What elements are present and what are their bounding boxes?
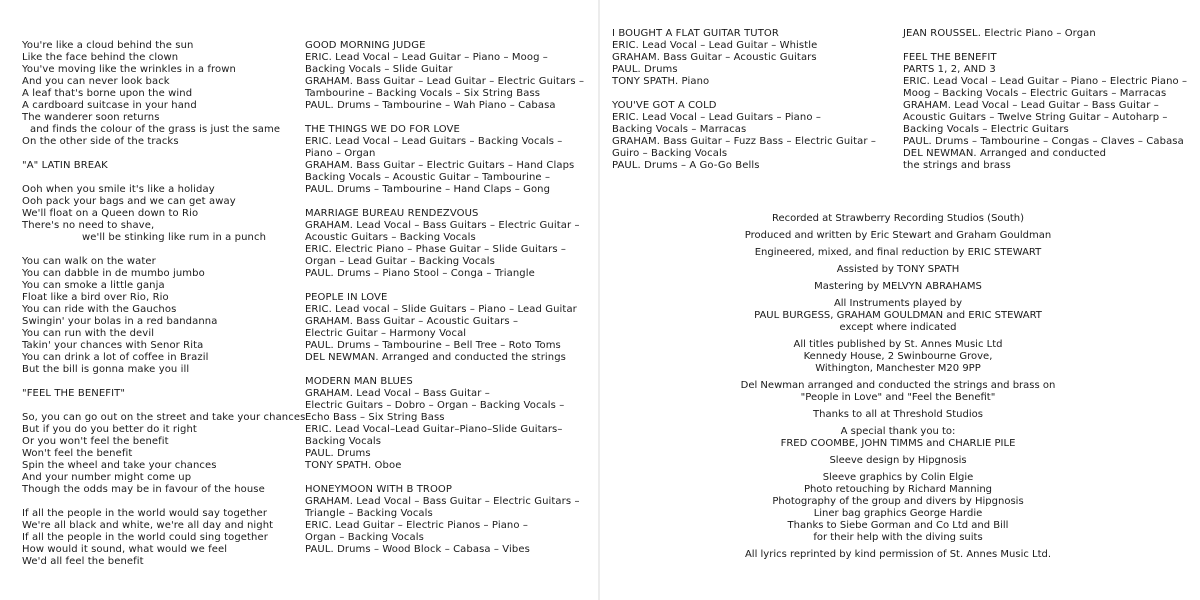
- credit-line: PAUL. Drums – Tambourine – Wah Piano – Cabasa: [305, 100, 556, 111]
- lyrics-column: [22, 40, 305, 568]
- credit-line: ERIC. Lead Guitar – Electric Pianos – Piano –: [305, 520, 528, 531]
- lyric-line: We'll float on a Queen down to Rio: [22, 208, 199, 219]
- credit-line: PAUL. Drums – Tambourine – Bell Tree – Roto Toms: [305, 340, 561, 351]
- credit-line: GRAHAM. Bass Guitar – Acoustic Guitars –: [305, 316, 519, 327]
- production-credit-block: [708, 213, 1088, 225]
- production-credit-block: [708, 472, 1088, 544]
- credit-line: PAUL. Drums – Piano Stool – Conga – Triangle: [305, 268, 535, 279]
- credit-line: Piano – Organ: [305, 148, 376, 159]
- credits-column-3: [903, 28, 1187, 172]
- production-credit-line: Produced and written by Eric Stewart and Graham Gouldman: [744, 230, 1052, 241]
- credit-line: Triangle – Backing Vocals: [305, 508, 433, 519]
- jean-roussel-credit: JEAN ROUSSEL. Electric Piano – Organ: [903, 28, 1096, 39]
- credit-line: PAUL. Drums – A Go-Go Bells: [612, 160, 760, 171]
- production-credit-line: Engineered, mixed, and final reduction by ERIC STEWART: [754, 247, 1042, 258]
- credit-line: ERIC. Lead Vocal – Lead Guitar – Piano – Electric Piano –: [903, 76, 1188, 87]
- production-credit-block: [708, 380, 1088, 404]
- production-credit-block: [708, 549, 1088, 561]
- lyric-line: The wanderer soon returns: [22, 112, 160, 123]
- production-credit-line: All lyrics reprinted by kind permission of St. Annes Music Ltd.: [744, 549, 1052, 560]
- lyric-line: And you can never look back: [22, 76, 170, 87]
- credit-line: ERIC. Lead Vocal–Lead Guitar–Piano–Slide Guitars–: [305, 424, 563, 435]
- lyric-line: Like the face behind the clown: [22, 52, 179, 63]
- production-credit-line: Photography of the group and divers by Hipgnosis: [772, 496, 1024, 507]
- production-credit-block: [708, 426, 1088, 450]
- credit-line: Moog – Backing Vocals – Electric Guitars – Marracas: [903, 88, 1167, 99]
- credit-line: Electric Guitar – Harmony Vocal: [305, 328, 467, 339]
- credit-line: ERIC. Lead Vocal – Lead Guitars – Piano –: [612, 112, 821, 123]
- production-credit-line: All Instruments played by: [833, 298, 963, 309]
- production-credit-line: Recorded at Strawberry Recording Studios (South): [771, 213, 1025, 224]
- production-credit-line: Photo retouching by Richard Manning: [803, 484, 993, 495]
- credit-line: DEL NEWMAN. Arranged and conducted: [903, 148, 1107, 159]
- lyric-line: Ooh when you smile it's like a holiday: [22, 184, 215, 195]
- production-credit-line: Del Newman arranged and conducted the strings and brass on: [740, 380, 1056, 391]
- credit-line: DEL NEWMAN. Arranged and conducted the strings: [305, 352, 566, 363]
- song-title: THE THINGS WE DO FOR LOVE: [305, 124, 460, 135]
- production-credit-line: Kennedy House, 2 Swinbourne Grove,: [803, 351, 993, 362]
- production-credit-line: except where indicated: [839, 322, 957, 333]
- lyric-line: Takin' your chances with Senor Rita: [22, 340, 204, 351]
- credit-line: Acoustic Guitars – Twelve String Guitar – Autoharp –: [903, 112, 1168, 123]
- lyric-line: Or you won't feel the benefit: [22, 436, 169, 447]
- credit-line: GRAHAM. Lead Vocal – Lead Guitar – Bass Guitar –: [903, 100, 1159, 111]
- lyric-line: and finds the colour of the grass is just the same: [30, 124, 281, 135]
- production-credit-line: Withington, Manchester M20 9PP: [815, 363, 981, 374]
- lyric-line: A cardboard suitcase in your hand: [22, 100, 197, 111]
- credit-line: Guiro – Backing Vocals: [612, 148, 728, 159]
- production-credit-line: Sleeve design by Hipgnosis: [829, 455, 967, 466]
- credit-line: GRAHAM. Bass Guitar – Electric Guitars – Hand Claps: [305, 160, 575, 171]
- lyric-line: On the other side of the tracks: [22, 136, 179, 147]
- lyric-line: You can run with the devil: [22, 328, 155, 339]
- center-fold: [598, 0, 600, 600]
- production-credit-line: Liner bag graphics George Hardie: [813, 508, 983, 519]
- credit-line: Acoustic Guitars – Backing Vocals: [305, 232, 476, 243]
- production-credit-line: "People in Love" and "Feel the Benefit": [800, 392, 996, 403]
- song-title: HONEYMOON WITH B TROOP: [305, 484, 453, 495]
- credit-line: Organ – Backing Vocals: [305, 532, 424, 543]
- lyric-line: Ooh pack your bags and we can get away: [22, 196, 236, 207]
- lyric-line: Spin the wheel and take your chances: [22, 460, 217, 471]
- lyric-line: If all the people in the world could sing together: [22, 532, 268, 543]
- lyric-line: You can dabble in de mumbo jumbo: [22, 268, 205, 279]
- song-title: MARRIAGE BUREAU RENDEZVOUS: [305, 208, 479, 219]
- credit-line: PAUL. Drums – Tambourine – Hand Claps – Gong: [305, 184, 551, 195]
- credit-line: Backing Vocals – Acoustic Guitar – Tambourine –: [305, 172, 551, 183]
- production-credit-line: Mastering by MELVYN ABRAHAMS: [814, 281, 982, 292]
- credits-column-2: [612, 28, 876, 172]
- lyric-line: You can smoke a little ganja: [22, 280, 165, 291]
- credit-line: GRAHAM. Lead Vocal – Bass Guitar –: [305, 388, 490, 399]
- credit-line: PAUL. Drums – Tambourine – Congas – Claves – Cabasa: [903, 136, 1184, 147]
- song-title: YOU'VE GOT A COLD: [612, 100, 717, 111]
- credit-line: PAUL. Drums: [612, 64, 678, 75]
- credit-line: Backing Vocals – Slide Guitar: [305, 64, 453, 75]
- credit-line: GRAHAM. Lead Vocal – Bass Guitars – Electric Guitar –: [305, 220, 580, 231]
- credit-line: Backing Vocals – Electric Guitars: [903, 124, 1069, 135]
- production-credit-line: Sleeve graphics by Colin Elgie: [822, 472, 974, 483]
- production-credit-line: A special thank you to:: [840, 426, 956, 437]
- credit-line: GRAHAM. Bass Guitar – Fuzz Bass – Electric Guitar –: [612, 136, 876, 147]
- credit-line: ERIC. Lead vocal – Slide Guitars – Piano – Lead Guitar: [305, 304, 577, 315]
- lyric-line: A leaf that's borne upon the wind: [22, 88, 193, 99]
- credit-line: the strings and brass: [903, 160, 1011, 171]
- credit-line: PAUL. Drums: [305, 448, 371, 459]
- production-credit-block: [708, 298, 1088, 334]
- credit-line: Backing Vocals: [305, 436, 382, 447]
- production-credit-block: [708, 409, 1088, 421]
- production-credit-line: Thanks to Siebe Gorman and Co Ltd and Bill: [787, 520, 1009, 531]
- song-title: FEEL THE BENEFIT: [903, 52, 997, 63]
- production-credit-block: [708, 281, 1088, 293]
- lyric-line: Though the odds may be in favour of the house: [22, 484, 265, 495]
- lyric-line: You can walk on the water: [22, 256, 156, 267]
- production-credit-block: [708, 247, 1088, 259]
- lyric-line: There's no need to shave,: [22, 220, 155, 231]
- lyric-line: But the bill is gonna make you ill: [22, 364, 190, 375]
- production-credit-line: PAUL BURGESS, GRAHAM GOULDMAN and ERIC STEWART: [754, 310, 1042, 321]
- lyric-section-title: "FEEL THE BENEFIT": [22, 388, 126, 399]
- lyric-line: Swingin' your bolas in a red bandanna: [22, 316, 218, 327]
- song-title: PEOPLE IN LOVE: [305, 292, 388, 303]
- production-credit-line: FRED COOMBE, JOHN TIMMS and CHARLIE PILE: [780, 438, 1016, 449]
- lyric-line: We're all black and white, we're all day and night: [22, 520, 274, 531]
- credit-line: TONY SPATH. Oboe: [305, 460, 402, 471]
- lyric-line: We'd all feel the benefit: [22, 556, 144, 567]
- lyric-line: Won't feel the benefit: [22, 448, 133, 459]
- credits-column-1: [305, 40, 584, 556]
- lyric-line: You've moving like the wrinkles in a frown: [22, 64, 236, 75]
- lyric-line: But if you do you better do it right: [22, 424, 197, 435]
- song-title: MODERN MAN BLUES: [305, 376, 413, 387]
- lyric-line: we'll be stinking like rum in a punch: [82, 232, 267, 243]
- production-credit-block: [708, 339, 1088, 375]
- credit-line: Tambourine – Backing Vocals – Six String Bass: [305, 88, 541, 99]
- lyric-line: You can drink a lot of coffee in Brazil: [22, 352, 209, 363]
- credit-line: Electric Guitars – Dobro – Organ – Backing Vocals –: [305, 400, 565, 411]
- lyric-line: You're like a cloud behind the sun: [22, 40, 194, 51]
- song-title: I BOUGHT A FLAT GUITAR TUTOR: [612, 28, 779, 39]
- lyric-line: You can ride with the Gauchos: [22, 304, 177, 315]
- credit-line: Backing Vocals – Marracas: [612, 124, 747, 135]
- credit-line: Echo Bass – Six String Bass: [305, 412, 445, 423]
- credit-line: TONY SPATH. Piano: [612, 76, 710, 87]
- lyric-line: So, you can go out on the street and take your chances: [22, 412, 306, 423]
- credit-line: GRAHAM. Bass Guitar – Acoustic Guitars: [612, 52, 817, 63]
- lyric-line: If all the people in the world would say together: [22, 508, 268, 519]
- production-credit-block: [708, 455, 1088, 467]
- production-credit-line: All titles published by St. Annes Music Ltd: [793, 339, 1003, 350]
- credit-line: Organ – Lead Guitar – Backing Vocals: [305, 256, 495, 267]
- credit-line: ERIC. Lead Vocal – Lead Guitar – Piano – Moog –: [305, 52, 548, 63]
- credit-line: ERIC. Electric Piano – Phase Guitar – Slide Guitars –: [305, 244, 567, 255]
- lyric-section-title: "A" LATIN BREAK: [22, 160, 108, 171]
- production-credit-line: Thanks to all at Threshold Studios: [813, 409, 983, 420]
- production-credit-line: Assisted by TONY SPATH: [836, 264, 960, 275]
- production-credits: [708, 213, 1088, 566]
- credit-line: ERIC. Lead Vocal – Lead Guitar – Whistle: [612, 40, 818, 51]
- credit-line: PAUL. Drums – Wood Block – Cabasa – Vibes: [305, 544, 530, 555]
- song-title: GOOD MORNING JUDGE: [305, 40, 426, 51]
- production-credit-block: [708, 230, 1088, 242]
- production-credit-block: [708, 264, 1088, 276]
- credit-line: GRAHAM. Lead Vocal – Bass Guitar – Electric Guitars –: [305, 496, 580, 507]
- production-credit-line: for their help with the diving suits: [813, 532, 983, 543]
- song-subtitle: PARTS 1, 2, AND 3: [903, 64, 996, 75]
- credit-line: ERIC. Lead Vocal – Lead Guitars – Backing Vocals –: [305, 136, 563, 147]
- lyric-line: How would it sound, what would we feel: [22, 544, 228, 555]
- lyric-line: Float like a bird over Rio, Rio: [22, 292, 169, 303]
- lyric-line: And your number might come up: [22, 472, 192, 483]
- credit-line: GRAHAM. Bass Guitar – Lead Guitar – Electric Guitars –: [305, 76, 585, 87]
